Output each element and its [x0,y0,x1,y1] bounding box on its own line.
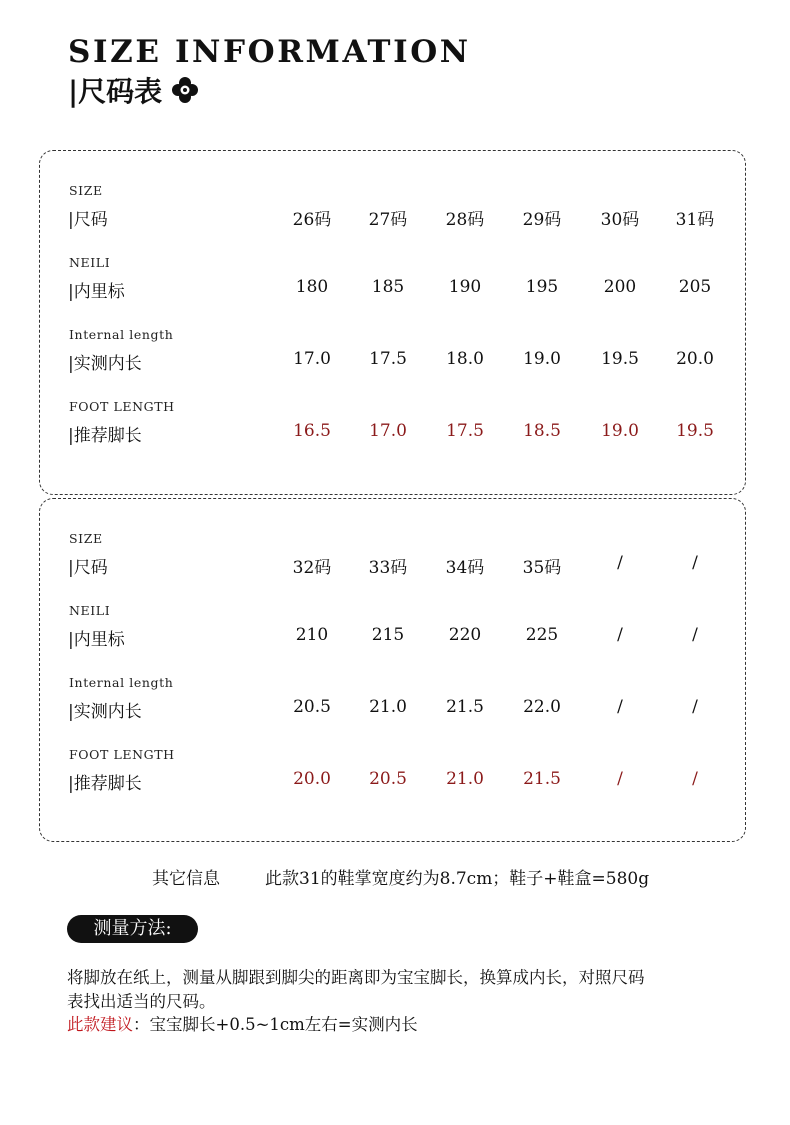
table-cell: 29码 [522,210,562,230]
table-cell: 32码 [292,558,332,578]
table-cell: 20.5 [369,769,407,789]
row-label-cn: |内里标 [68,282,125,302]
method-line-2: 表找出适当的尺码。 [67,991,216,1011]
table-cell: 26码 [292,210,332,230]
row-label-en: NEILI [69,255,111,270]
other-info-label: 其它信息 [152,869,220,889]
table-cell: 34码 [445,558,485,578]
size-table-1 [39,150,746,495]
table-cell: 17.0 [369,421,407,441]
method-advice [67,1013,737,1037]
table-row [40,603,745,663]
table-cell: 28码 [445,210,485,230]
table-cell: / [617,625,623,645]
row-label-cn: |推荐脚长 [68,774,142,794]
row-label-en: SIZE [69,531,103,546]
row-label-en: SIZE [69,183,103,198]
table-cell: 225 [525,625,559,645]
table-row [40,747,745,807]
table-cell: / [617,553,623,573]
table-row [40,255,745,315]
page-title-en: SIZE INFORMATION [68,34,471,70]
row-label-en: FOOT LENGTH [69,399,175,414]
flower-icon [170,75,200,105]
table-row [40,675,745,735]
advice-label: 此款建议 [67,1015,133,1034]
table-cell: 185 [371,277,405,297]
table-row [40,183,745,243]
table-cell: 205 [678,277,712,297]
page-title-cn-text: |尺码表 [68,75,163,108]
size-table-2 [39,498,746,842]
table-cell: 20.0 [676,349,714,369]
table-row [40,327,745,387]
row-label-cn: |推荐脚长 [68,426,142,446]
table-cell: / [692,553,698,573]
table-cell: 35码 [522,558,562,578]
table-cell: 16.5 [293,421,331,441]
row-label-en: Internal length [69,675,174,690]
advice-text: ：宝宝脚长+0.5~1cm左右=实测内长 [133,1015,418,1034]
row-label-cn: |实测内长 [68,702,142,722]
row-label-cn: |尺码 [68,210,108,230]
table-cell: / [617,697,623,717]
table-cell: 180 [295,277,329,297]
table-cell: / [692,625,698,645]
row-label-en: Internal length [69,327,174,342]
table-cell: 21.5 [523,769,561,789]
table-cell: 190 [448,277,482,297]
table-cell: 31码 [675,210,715,230]
table-cell: 20.5 [293,697,331,717]
table-cell: 18.5 [523,421,561,441]
table-cell: 215 [371,625,405,645]
table-cell: 27码 [368,210,408,230]
table-cell: 200 [603,277,637,297]
method-line-1: 将脚放在纸上，测量从脚跟到脚尖的距离即为宝宝脚长，换算成内长，对照尺码 [67,968,645,987]
table-cell: 19.5 [676,421,714,441]
method-description [67,966,737,1037]
table-row [40,531,745,591]
table-cell: 220 [448,625,482,645]
table-cell: / [692,697,698,717]
table-cell: 21.0 [446,769,484,789]
page-title-cn [68,70,200,110]
other-info-text: 此款31的鞋掌宽度约为8.7cm；鞋子+鞋盒=580g [265,869,650,889]
table-cell: 21.0 [369,697,407,717]
row-label-cn: |内里标 [68,630,125,650]
table-cell: 33码 [368,558,408,578]
table-cell: 17.5 [446,421,484,441]
table-cell: 17.0 [293,349,331,369]
table-cell: 18.0 [446,349,484,369]
table-cell: 195 [525,277,559,297]
table-cell: 22.0 [523,697,561,717]
row-label-cn: |尺码 [68,558,108,578]
table-cell: 20.0 [293,769,331,789]
table-cell: 30码 [600,210,640,230]
table-cell: 21.5 [446,697,484,717]
table-cell: 19.5 [601,349,639,369]
table-row [40,399,745,459]
table-cell: 19.0 [523,349,561,369]
table-cell: / [692,769,698,789]
table-cell: 210 [295,625,329,645]
table-cell: 17.5 [369,349,407,369]
table-cell: 19.0 [601,421,639,441]
method-badge: 测量方法: [67,915,198,943]
table-cell: / [617,769,623,789]
row-label-cn: |实测内长 [68,354,142,374]
row-label-en: FOOT LENGTH [69,747,175,762]
row-label-en: NEILI [69,603,111,618]
